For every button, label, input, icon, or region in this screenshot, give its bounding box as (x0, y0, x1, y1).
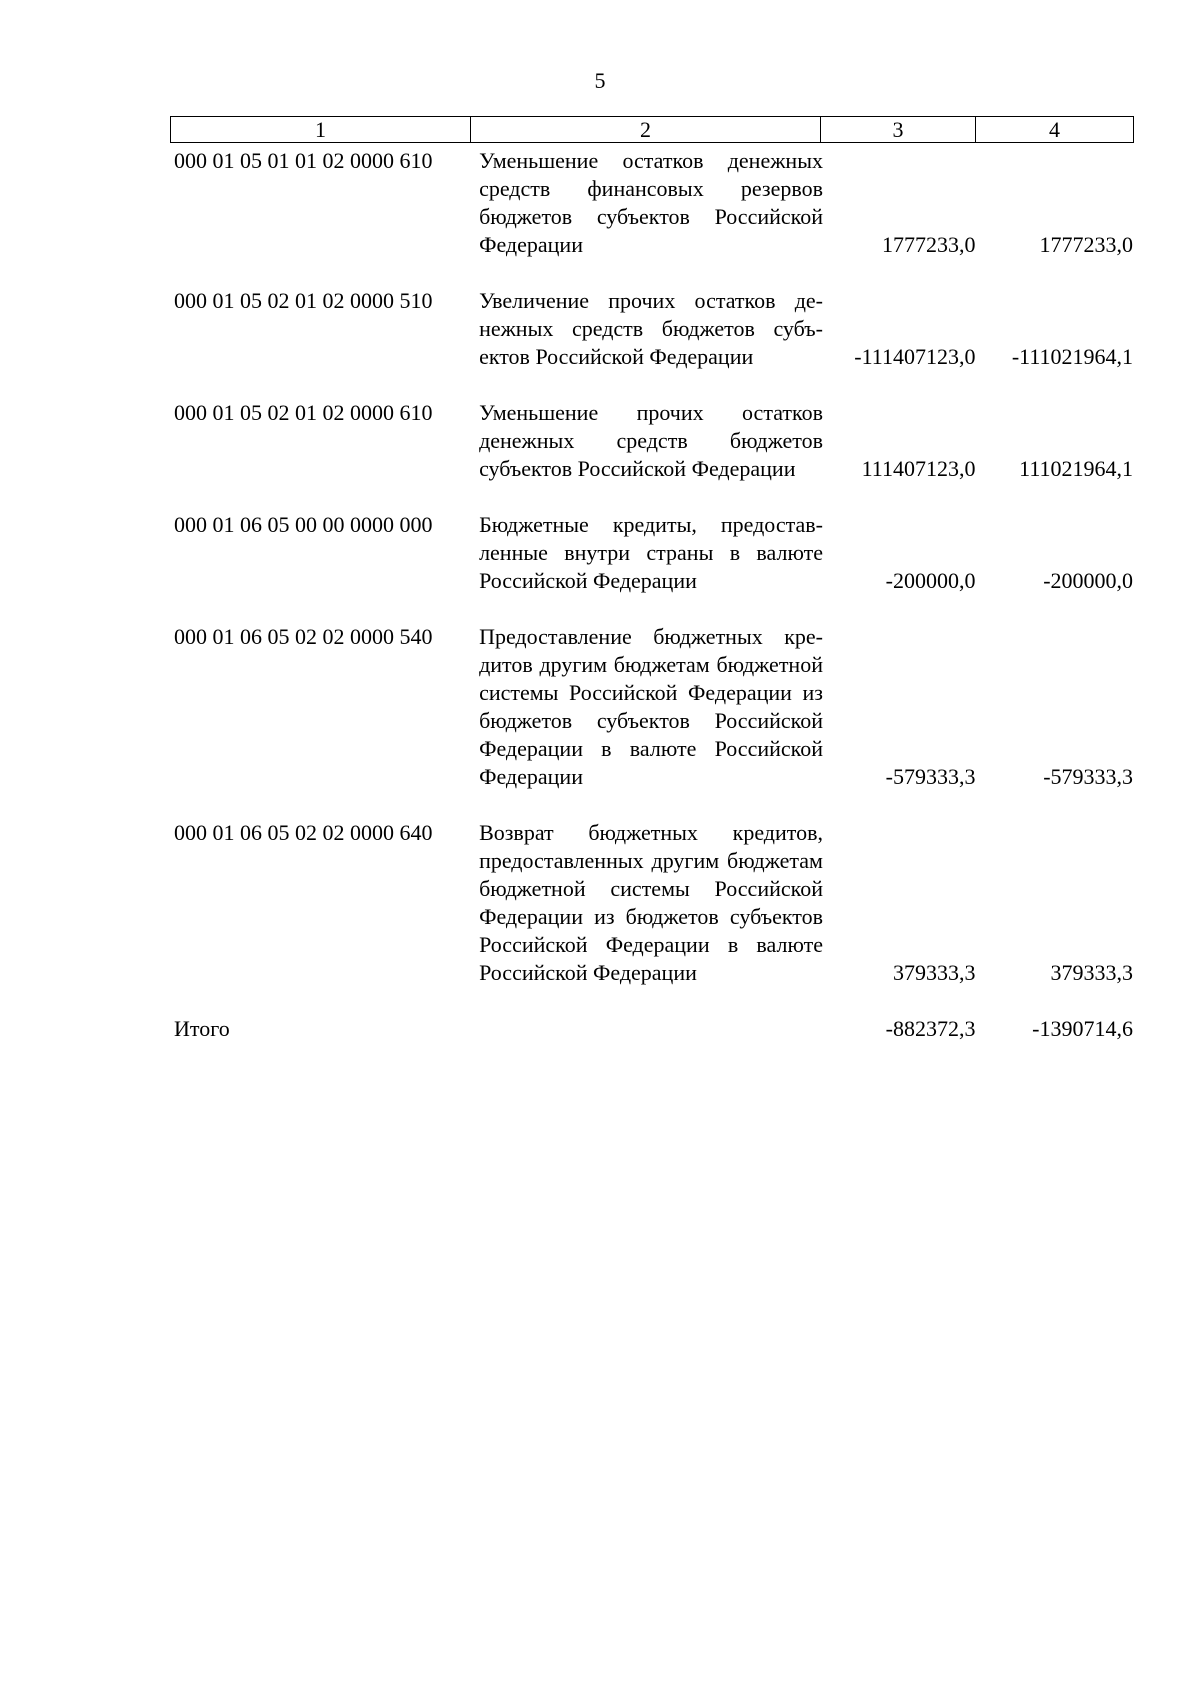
row-name: Предоставление бюджетных кредитов другим бюджетам бюджетной системы Российской Федерации из бюджетов субъектов Российской Федерации в валюте Российской Федерации (479, 624, 823, 789)
total-row (170, 1015, 1133, 1043)
page-number: 5 (594, 68, 606, 93)
total-value-3: -882372,3 (885, 1016, 976, 1041)
row-value-3: -200000,0 (885, 568, 976, 593)
row-value-3: -579333,3 (885, 764, 976, 789)
row-value-4: 379333,3 (1050, 960, 1134, 985)
row-name: Уменьшение остатков денежных средств финансовых резервов бюджетов субъектов Российской Федерации (479, 148, 823, 257)
column-header-table (170, 116, 1134, 143)
table-row (170, 819, 1133, 987)
row-code: 000 01 06 05 02 02 0000 540 (174, 624, 433, 649)
row-code: 000 01 05 02 01 02 0000 610 (174, 400, 433, 425)
table-row (170, 623, 1133, 791)
row-value-4: -579333,3 (1043, 764, 1134, 789)
column-header-4: 4 (976, 117, 1134, 143)
table-row (170, 147, 1133, 259)
row-value-3: 1777233,0 (882, 232, 976, 257)
row-value-4: 1777233,0 (1039, 232, 1134, 257)
budget-rows (170, 147, 1133, 1043)
row-value-3: 379333,3 (893, 960, 976, 985)
total-label: Итого (174, 1016, 230, 1041)
row-code: 000 01 06 05 00 00 0000 000 (174, 512, 433, 537)
row-name: Бюджетные кредиты, предоставленные внутри страны в валюте Российской Федерации (479, 512, 823, 593)
row-code: 000 01 05 01 01 02 0000 610 (174, 148, 433, 173)
row-value-4: -200000,0 (1043, 568, 1134, 593)
row-value-4: -111021964,1 (1011, 344, 1134, 369)
row-code: 000 01 05 02 01 02 0000 510 (174, 288, 433, 313)
column-header-3: 3 (821, 117, 976, 143)
row-value-4: 111021964,1 (1019, 456, 1134, 481)
table-row (170, 287, 1133, 371)
total-value-4: -1390714,6 (1032, 1016, 1133, 1041)
column-header-row (171, 117, 1134, 143)
row-value-3: 111407123,0 (861, 456, 976, 481)
row-code: 000 01 06 05 02 02 0000 640 (174, 820, 433, 845)
column-header-2: 2 (471, 117, 821, 143)
table-row (170, 511, 1133, 595)
column-header-1: 1 (171, 117, 471, 143)
table-row (170, 399, 1133, 483)
row-name: Возврат бюджетных кредитов, предоставленных другим бюджетам бюджетной системы Российской Федерации из бюджетов субъектов Российской Федерации в валюте Российской Федерации (479, 820, 823, 985)
row-name: Уменьшение прочих остатков денежных средств бюджетов субъектов Российской Федерации (479, 400, 823, 481)
row-name: Увеличение прочих остатков денежных средств бюджетов субъектов Российской Федерации (479, 288, 823, 369)
row-value-3: -111407123,0 (854, 344, 976, 369)
